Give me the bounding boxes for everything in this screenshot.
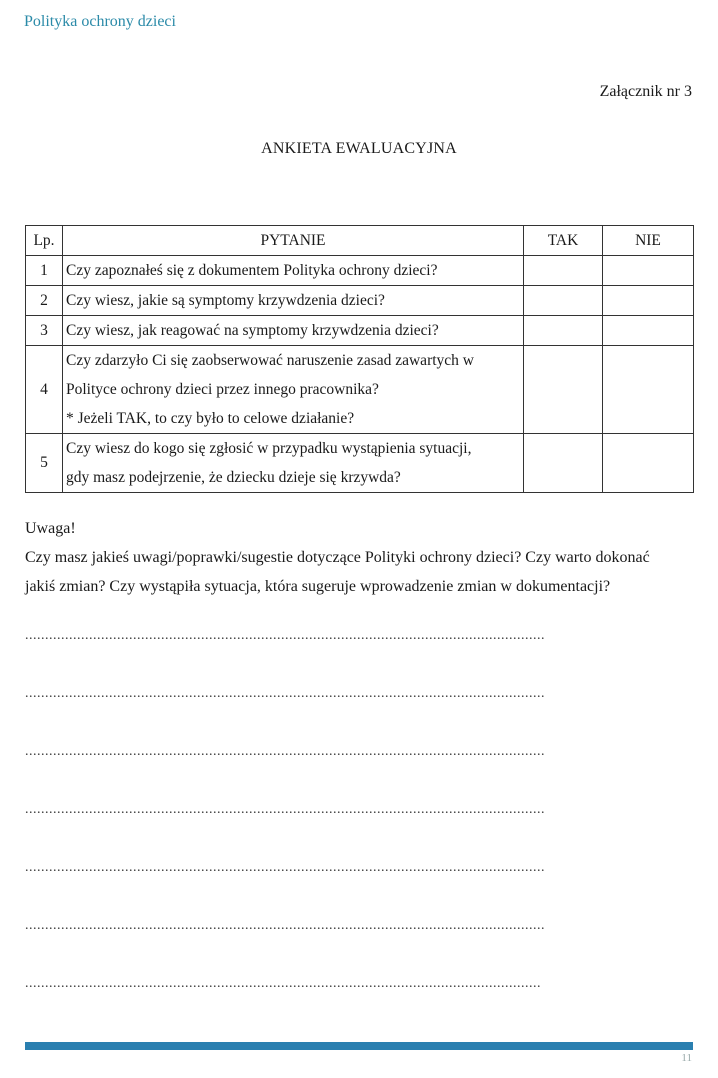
header-yes: TAK (524, 226, 603, 256)
annex-label: Załącznik nr 3 (599, 83, 692, 100)
note-block (25, 514, 697, 601)
question-line: Czy wiesz, jak reagować na symptomy krzywdzenia dzieci? (66, 322, 439, 339)
answer-line[interactable]: .................................................................................................................................. (25, 802, 545, 817)
row-number: 5 (26, 434, 63, 493)
question-line: * Jeżeli TAK, to czy było to celowe działanie? (66, 410, 355, 427)
question-cell (63, 316, 524, 346)
no-answer-cell[interactable] (603, 434, 694, 493)
no-answer-cell[interactable] (603, 286, 694, 316)
question-cell (63, 434, 524, 493)
yes-answer-cell[interactable] (524, 346, 603, 434)
row-number: 4 (26, 346, 63, 434)
no-answer-cell[interactable] (603, 346, 694, 434)
header-no: NIE (603, 226, 694, 256)
no-answer-cell[interactable] (603, 316, 694, 346)
answer-line[interactable]: ................................................................................................................................. (25, 976, 541, 991)
yes-answer-cell[interactable] (524, 256, 603, 286)
header-lp: Lp. (26, 226, 63, 256)
question-line: Czy zdarzyło Ci się zaobserwować naruszenie zasad zawartych w (66, 352, 474, 369)
table-row (26, 316, 694, 346)
question-line: Czy zapoznałeś się z dokumentem Polityka ochrony dzieci? (66, 262, 438, 279)
answer-line[interactable]: .................................................................................................................................. (25, 918, 545, 933)
yes-answer-cell[interactable] (524, 286, 603, 316)
survey-table (25, 225, 694, 493)
note-question-line: Czy masz jakieś uwagi/poprawki/sugestie dotyczące Polityki ochrony dzieci? Czy warto dokonać (25, 549, 650, 566)
yes-answer-cell[interactable] (524, 434, 603, 493)
table-row (26, 434, 694, 493)
no-answer-cell[interactable] (603, 256, 694, 286)
question-cell (63, 256, 524, 286)
row-number: 1 (26, 256, 63, 286)
row-number: 3 (26, 316, 63, 346)
question-line: Czy wiesz do kogo się zgłosić w przypadku wystąpienia sytuacji, (66, 440, 472, 457)
answer-line[interactable]: .................................................................................................................................. (25, 686, 545, 701)
question-line: Czy wiesz, jakie są symptomy krzywdzenia dzieci? (66, 292, 385, 309)
header-question: PYTANIE (63, 226, 524, 256)
note-label: Uwaga! (25, 520, 76, 537)
footer-bar (25, 1042, 693, 1050)
table-row (26, 346, 694, 434)
yes-answer-cell[interactable] (524, 316, 603, 346)
answer-line[interactable]: .................................................................................................................................. (25, 744, 545, 759)
question-cell (63, 346, 524, 434)
answer-line[interactable]: .................................................................................................................................. (25, 860, 545, 875)
table-row (26, 286, 694, 316)
row-number: 2 (26, 286, 63, 316)
question-line: Polityce ochrony dzieci przez innego pracownika? (66, 381, 379, 398)
document-title: ANKIETA EWALUACYJNA (261, 140, 457, 157)
question-line: gdy masz podejrzenie, że dziecku dzieje się krzywda? (66, 469, 401, 486)
question-cell (63, 286, 524, 316)
header-title: Polityka ochrony dzieci (24, 13, 176, 30)
note-question-line: jakiś zmian? Czy wystąpiła sytuacja, która sugeruje wprowadzenie zmian w dokumentacji? (25, 578, 611, 595)
table-row (26, 256, 694, 286)
page-number: 11 (681, 1052, 692, 1064)
answer-line[interactable]: .................................................................................................................................. (25, 628, 545, 643)
table-header-row (26, 226, 694, 256)
